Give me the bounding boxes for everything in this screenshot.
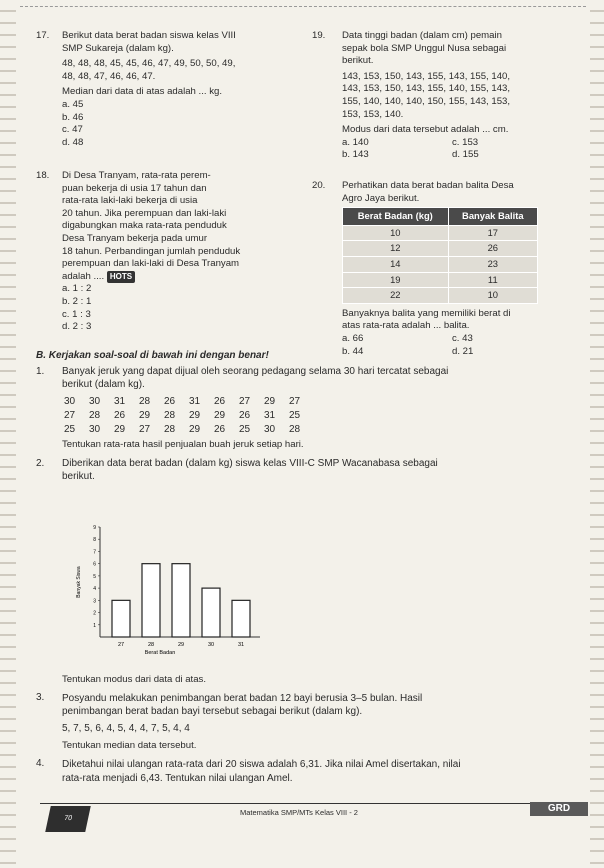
e1-data-value: 28 xyxy=(164,410,176,421)
q18-number: 18. xyxy=(36,170,50,181)
e1-data-grid xyxy=(64,395,314,437)
e1-data-value: 26 xyxy=(164,396,176,407)
q20-option-a: a. 66 xyxy=(342,332,364,344)
q19-options-row2 xyxy=(342,149,560,162)
q19-data: 143, 153, 150, 143, 155, 143, 155, 140, xyxy=(342,70,511,82)
q20-option-c: c. 43 xyxy=(452,332,473,344)
q20-table xyxy=(342,207,538,304)
q17-line: Berikut data berat badan siswa kelas VIII xyxy=(62,30,236,41)
footer-title: Matematika SMP/MTs Kelas VIII - 2 xyxy=(240,808,358,817)
e1-line: berikut (dalam kg). xyxy=(62,378,145,390)
q17-option-b: b. 46 xyxy=(62,111,84,123)
e4-line: Diketahui nilai ulangan rata-rata dari 20 siswa adalah 6,31. Jika nilai Amel disertakan, nilai xyxy=(62,759,461,770)
q20-options-row1 xyxy=(342,333,562,346)
q20-number: 20. xyxy=(312,180,326,191)
page-number: 70 xyxy=(45,806,91,832)
e1-data-value: 26 xyxy=(214,424,226,435)
q18-line xyxy=(62,271,302,284)
q17-question: Median dari data di atas adalah ... kg. xyxy=(62,86,222,98)
table-header-cell: Berat Badan (kg) xyxy=(343,208,449,226)
e1-data-row xyxy=(64,409,314,423)
q20-question: Banyaknya balita yang memiliki berat di xyxy=(342,307,511,319)
x-tick-label: 30 xyxy=(207,642,215,648)
q19-option-d: d. 155 xyxy=(452,149,479,161)
publisher-logo: GRD xyxy=(530,802,588,816)
q18-option-d: d. 2 : 3 xyxy=(62,321,92,333)
e2-task: Tentukan modus dari data di atas. xyxy=(62,674,206,685)
q17-number: 17. xyxy=(36,30,50,41)
e1-data-value: 26 xyxy=(239,410,251,421)
bar xyxy=(142,564,160,637)
question-17 xyxy=(62,30,302,149)
q19-data: 153, 153, 140. xyxy=(342,108,404,120)
e1-data-value: 30 xyxy=(64,396,76,407)
e3-number: 3. xyxy=(36,692,45,703)
e1-number: 1. xyxy=(36,366,45,377)
table-cell: 10 xyxy=(448,288,537,304)
essay-1 xyxy=(62,366,582,392)
q19-option-a: a. 140 xyxy=(342,136,369,148)
q18-line: perempuan dan laki-laki di Desa Tranyam xyxy=(62,258,240,270)
e4-number: 4. xyxy=(36,758,45,769)
table-cell: 12 xyxy=(343,241,449,257)
bar xyxy=(112,600,130,637)
e1-data-value: 31 xyxy=(189,396,201,407)
e1-data-value: 26 xyxy=(114,410,126,421)
e1-data-value: 29 xyxy=(189,424,201,435)
q17-option-a: a. 45 xyxy=(62,98,84,110)
e1-data-value: 28 xyxy=(139,396,151,407)
q20-table-header xyxy=(343,208,538,226)
x-tick-label: 28 xyxy=(147,642,155,648)
q18-line: rata-rata laki-laki bekerja di usia xyxy=(62,195,198,207)
table-row xyxy=(343,288,538,304)
e1-data-value: 26 xyxy=(214,396,226,407)
e2-line: berikut. xyxy=(62,470,95,482)
e1-data-row xyxy=(64,423,314,437)
left-binding xyxy=(0,0,16,868)
e4-line: rata-rata menjadi 6,43. Tentukan nilai ulangan Amel. xyxy=(62,773,293,784)
bar-chart xyxy=(70,512,270,672)
e1-data-value: 30 xyxy=(264,424,276,435)
q20-question: atas rata-rata adalah ... balita. xyxy=(342,320,470,332)
x-tick-label: 27 xyxy=(117,642,125,648)
table-cell: 26 xyxy=(448,241,537,257)
table-cell: 14 xyxy=(343,256,449,272)
y-tick-label: 3 xyxy=(93,598,96,605)
e1-data-value: 27 xyxy=(64,410,76,421)
q18-line: Desa Tranyam bekerja pada umur xyxy=(62,232,208,244)
question-19 xyxy=(342,30,560,162)
e1-data-value: 25 xyxy=(289,410,301,421)
q18-line: 20 tahun. Jika perempuan dan laki-laki xyxy=(62,207,227,219)
y-tick-label: 9 xyxy=(93,525,96,531)
q19-line: Data tinggi badan (dalam cm) pemain xyxy=(342,30,502,41)
y-tick-label: 5 xyxy=(93,573,96,580)
e1-data-value: 31 xyxy=(114,396,126,407)
x-tick-label: 31 xyxy=(237,642,245,648)
top-decoration xyxy=(20,6,586,15)
e1-task: Tentukan rata-rata hasil penjualan buah jeruk setiap hari. xyxy=(62,439,304,450)
y-tick-label: 2 xyxy=(93,610,96,617)
e1-data-value: 30 xyxy=(89,424,101,435)
e2-number: 2. xyxy=(36,458,45,469)
question-18 xyxy=(62,170,302,334)
q18-line: digabungkan maka rata-rata penduduk xyxy=(62,220,227,232)
e1-data-value: 25 xyxy=(64,424,76,435)
q19-question: Modus dari data tersebut adalah ... cm. xyxy=(342,124,509,136)
essay-2 xyxy=(62,458,582,484)
q19-line: sepak bola SMP Unggul Nusa sebagai xyxy=(342,42,507,54)
e1-data-value: 29 xyxy=(264,396,276,407)
e1-data-value: 29 xyxy=(214,410,226,421)
table-header-cell: Banyak Balita xyxy=(448,208,537,226)
e1-data-value: 28 xyxy=(89,410,101,421)
y-tick-label: 4 xyxy=(93,586,96,593)
e2-line: Diberikan data berat badan (dalam kg) siswa kelas VIII-C SMP Wacanabasa sebagai xyxy=(62,458,438,469)
q18-line: puan bekerja di usia 17 tahun dan xyxy=(62,182,207,194)
q20-line: Agro Jaya berikut. xyxy=(342,192,420,204)
e1-data-value: 27 xyxy=(139,424,151,435)
q19-option-b: b. 143 xyxy=(342,149,369,161)
e1-data-value: 28 xyxy=(289,424,301,435)
right-binding xyxy=(590,0,604,868)
x-tick-label: 29 xyxy=(177,642,185,648)
e1-data-value: 29 xyxy=(114,424,126,435)
q17-option-d: d. 48 xyxy=(62,136,84,148)
e1-data-value: 28 xyxy=(164,424,176,435)
q18-prompt: adalah .... xyxy=(62,270,105,282)
question-20 xyxy=(342,180,562,358)
q20-line: Perhatikan data berat badan balita Desa xyxy=(342,180,514,191)
e1-line: Banyak jeruk yang dapat dijual oleh seorang pedagang selama 30 hari tercatat sebagai xyxy=(62,366,449,377)
q18-line: Di Desa Tranyam, rata-rata perem- xyxy=(62,170,211,181)
bar xyxy=(232,600,250,637)
e1-data-value: 27 xyxy=(239,396,251,407)
y-tick-label: 8 xyxy=(93,537,96,544)
q19-line: berikut. xyxy=(342,55,374,67)
table-row xyxy=(343,256,538,272)
table-row xyxy=(343,241,538,257)
e1-data-value: 30 xyxy=(89,396,101,407)
q17-option-c: c. 47 xyxy=(62,124,83,136)
e1-data-value: 25 xyxy=(239,424,251,435)
e1-data-row xyxy=(64,395,314,409)
e1-data-value: 29 xyxy=(189,410,201,421)
e1-data-value: 27 xyxy=(289,396,301,407)
q19-option-c: c. 153 xyxy=(452,136,479,148)
q17-data: 48, 48, 48, 45, 45, 46, 47, 49, 50, 50, 49, xyxy=(62,58,236,70)
e3-task: Tentukan median data tersebut. xyxy=(62,740,197,751)
q20-option-b: b. 44 xyxy=(342,345,364,357)
essay-4 xyxy=(62,758,582,786)
bar xyxy=(202,588,220,637)
q20-options-row2 xyxy=(342,346,562,359)
q17-line: SMP Sukareja (dalam kg). xyxy=(62,42,174,54)
e1-data-value: 31 xyxy=(264,410,276,421)
x-axis-label: Berat Badan xyxy=(144,650,176,656)
y-tick-label: 1 xyxy=(93,622,96,629)
e1-data-value: 29 xyxy=(139,410,151,421)
table-row xyxy=(343,272,538,288)
section-b-heading: B. Kerjakan soal-soal di bawah ini dengan benar! xyxy=(36,350,269,361)
q17-data: 48, 48, 47, 46, 46, 47. xyxy=(62,70,156,82)
e3-data: 5, 7, 5, 6, 4, 5, 4, 4, 7, 5, 4, 4 xyxy=(62,723,190,734)
q18-option-a: a. 1 : 2 xyxy=(62,283,92,295)
essay-3 xyxy=(62,692,582,752)
table-cell: 23 xyxy=(448,256,537,272)
y-tick-label: 6 xyxy=(93,561,96,568)
q18-option-c: c. 1 : 3 xyxy=(62,308,91,320)
table-row xyxy=(343,225,538,241)
q19-options-row1 xyxy=(342,137,560,150)
q20-option-d: d. 21 xyxy=(452,345,474,357)
y-axis-label: Banyak Siswa xyxy=(76,566,82,598)
table-cell: 10 xyxy=(343,225,449,241)
table-cell: 17 xyxy=(448,225,537,241)
table-cell: 11 xyxy=(448,272,537,288)
e3-line: penimbangan berat badan bayi tersebut sebagai berikut (dalam kg). xyxy=(62,706,363,717)
q19-data: 155, 140, 140, 140, 150, 155, 143, 153, xyxy=(342,95,511,107)
e3-line: Posyandu melakukan penimbangan berat badan 12 bayi berusia 3–5 bulan. Hasil xyxy=(62,693,423,704)
q18-line: 18 tahun. Perbandingan jumlah penduduk xyxy=(62,245,241,257)
q18-option-b: b. 2 : 1 xyxy=(62,295,92,307)
table-cell: 22 xyxy=(343,288,449,304)
y-tick-label: 7 xyxy=(93,549,96,556)
table-cell: 19 xyxy=(343,272,449,288)
q19-number: 19. xyxy=(312,30,326,41)
q19-data: 143, 153, 150, 143, 155, 140, 155, 143, xyxy=(342,83,511,95)
hots-badge: HOTS xyxy=(107,271,135,284)
bar xyxy=(172,564,190,637)
